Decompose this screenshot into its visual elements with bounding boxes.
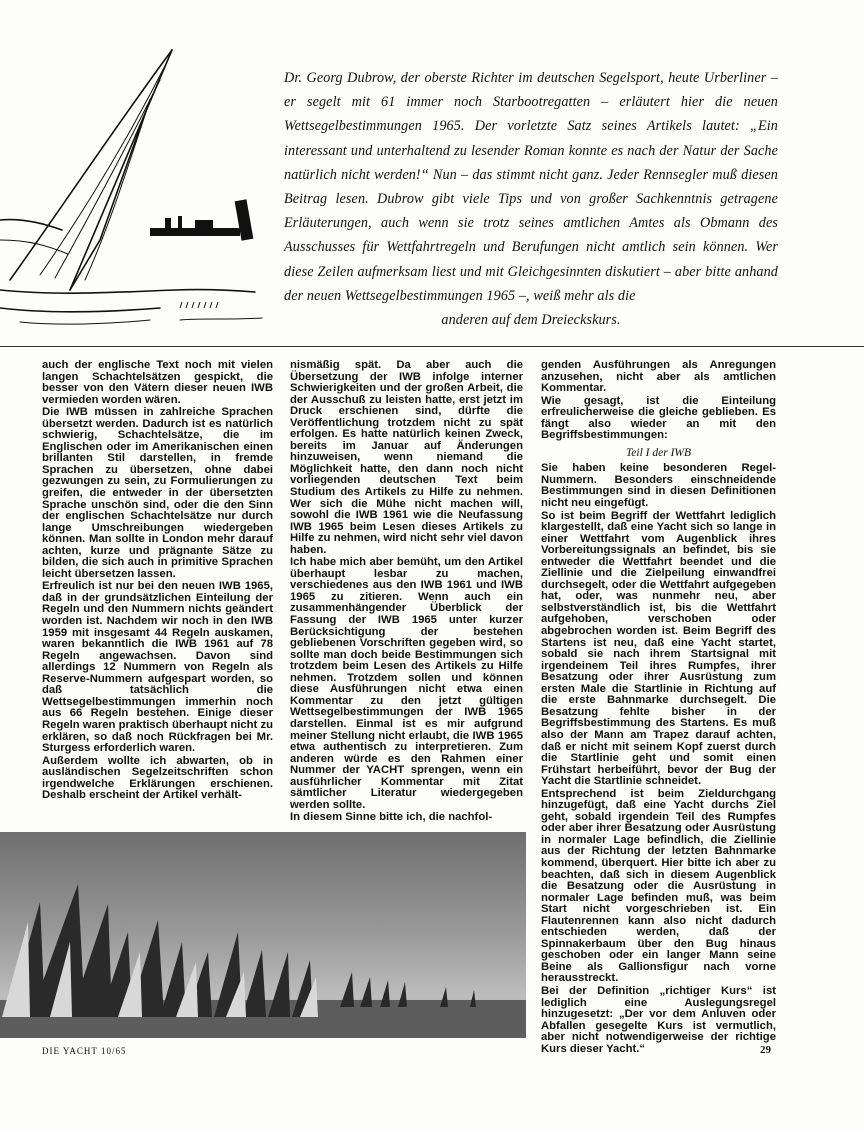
paragraph: Entsprechend ist beim Zieldurchgang hinzugefügt, daß eine Yacht durchs Ziel geht, sobald irgendein Teil des Rumpfes oder aber ihrer Besatzung oder Ausrüstung in normaler Lage befindlich, die Ziellinie aus der Richtung der letzten Bahnmarke kommend, überquert. Hier bitte ich aber zu beachten, daß sich in diesem Augenblick die Besatzung oder die Ausrüstung in normaler Lage befinden muß, was beim Start nicht vorgeschrieben ist. Ein Flautenrennen kann also nicht dadurch entschieden werden, daß der Spinnakerbaum über den Bug hinaus geschoben oder ein langer Mann seine Beine als Gallionsfigur nach vorne herausstreckt.: [541, 787, 776, 985]
paragraph: Die IWB müssen in zahlreiche Sprachen übersetzt werden. Dadurch ist es natürlich schwierig, Schachtelsätze, die im Englischen oder im Amerikanischen einen brillanten Stil darstellen, in fremde Sprachen zu übersetzen, ohne dabei gezwungen zu sein, zu Formulierungen zu greifen, die entweder in der übersetzten Sprache unschön sind, oder die den Sinn der englischen Schachtelsätze nur durch lange Umschreibungen wiedergeben können. Man sollte in London mehr darauf achten, kurze und prägnante Sätze zu bilden, die sich auch in primitive Sprachen leicht übersetzen lassen.: [42, 406, 273, 580]
paragraph: Sie haben keine besonderen Regel-Nummern. Besonders einschneidende Bestimmungen sind in diesen Definitionen nicht neu eingefügt.: [541, 462, 776, 510]
paragraph: Wie gesagt, ist die Einteilung erfreulicherweise die gleiche geblieben. Es fängt also wieder an mit den Begriffsbestimmungen:: [541, 394, 776, 442]
intro-paragraph: [284, 66, 778, 332]
regatta-photo: [0, 832, 526, 1038]
divider-rule: [0, 346, 864, 347]
paragraph: Erfreulich ist nur bei den neuen IWB 1965, daß in der grundsätzlichen Einteilung der Regeln und den Nummern nichts geändert worden ist. Nachdem wir noch in den IWB 1959 mit insgesamt 44 Regeln auskamen, waren bekanntlich die IWB 1961 auf 78 Regeln angewachsen. Davon sind allerdings 12 Nummern von Regeln als Reserve-Nummern aufgespart worden, so daß tatsächlich die Wettsegelbestimmungen immerhin noch aus 66 Regeln bestehen. Einige dieser Regeln waren praktisch überhaupt nicht zu erklären, so daß noch Rückfragen bei Mr. Sturgess erforderlich waren.: [42, 580, 273, 755]
text-column-1: [42, 360, 273, 803]
text-column-2: [290, 360, 523, 825]
paragraph: nismäßig spät. Da aber auch die Übersetzung der IWB infolge interner Schwierigkeiten und der großen Arbeit, die der Ausschuß zu leisten hatte, erst jetzt im Druck erschienen sind, dürfte die Veröffentlichung trotzdem nicht zu spät erfolgen. Es hatte natürlich keinen Zweck, bereits im Januar auf Änderungen hinzuweisen, wenn niemand die Möglichkeit hatte, den dann noch nicht vorliegenden deutschen Text beim Studium des Artikels zu Hilfe zu nehmen. Wer sich die Mühe nicht machen will, sowohl die IWB 1961 wie die Neufassung IWB 1965 beim Lesen dieses Artikels zu Hilfe zu nehmen, wird nicht sehr viel davon haben.: [290, 359, 523, 556]
page-number: 29: [760, 1044, 771, 1056]
text-column-3: [541, 360, 776, 1056]
paragraph: Bei der Definition „richtiger Kurs“ ist lediglich eine Auslegungsregel hinzugesetzt: „Der vor dem Anluven oder Abfallen gesegelte Kurs ist vermutlich, aber nicht notwendigerweise der richtige Kurs dieser Yacht.“: [541, 984, 776, 1055]
paragraph: In diesem Sinne bitte ich, die nachfol-: [290, 811, 493, 824]
paragraph: auch der englische Text noch mit vielen langen Schachtelsätzen gespickt, die besser von den Vätern dieser neuen IWB vermieden worden wären.: [42, 359, 273, 406]
paragraph: Außerdem wollte ich abwarten, ob in ausländischen Segelzeitschriften schon irgendwelche Erklärungen erschienen. Deshalb erscheint der Artikel verhält-: [42, 754, 273, 802]
intro-text: Dr. Georg Dubrow, der oberste Richter im deutschen Segelsport, heute Urberliner – er segelt mit 61 immer noch Starbootregatten – erläutert hier die neuen Wettsegelbestimmungen 1965. Der vorletzte Satz seines Artikels lautet: „Ein interessant und unterhaltend zu lesender Roman konnte es nach der Natur der Sache natürlich nicht werden!“ Nun – das stimmt nicht ganz. Jeder Rennsegler muß diesen Beitrag lesen. Dubrow gibt viele Tips und von großer Sachkenntnis getragene Erläuterungen, auch wenn sie trotz seines amtlichen Amtes als Obmann des Ausschusses für Wettfahrtregeln und Berufungen nicht amtlich sein können. Wer diese Zeilen aufmerksam liest und mit Gleichgesinnten diskutiert – aber bitte anhand der neuen Wettsegelbestimmungen 1965 –, weiß mehr als die: [284, 70, 778, 304]
section-subheading: Teil I der IWB: [625, 446, 692, 459]
paragraph: genden Ausführungen als Anregungen anzusehen, nicht aber als amtlichen Kommentar.: [541, 359, 776, 395]
footer-publication: DIE YACHT 10/65: [42, 1046, 127, 1056]
paragraph: Ich habe mich aber bemüht, um den Artikel überhaupt lesbar zu machen, verschiedenes aus den IWB 1961 und IWB 1965 zu zitieren. Wenn auch ein zusammenhängender Überblick der Fassung der IWB 1965 unter kurzer Berücksichtigung der bestehen gebliebenen Vorschriften gegeben wird, so sollte man doch beide Bestimmungen sich trotzdem beim Lesen des Artikels zu Hilfe nehmen. Trotzdem sollen und können diese Ausführungen nicht etwa einen Kommentar zu den jetzt gültigen Wettsegelbestimmungen der IWB 1965 darstellen. Einmal ist es mir aufgrund meiner Stellung nicht erlaubt, die IWB 1965 etwa authentisch zu interpretieren. Zum anderen würde es den Rahmen einer Nummer der YACHT sprengen, wenn ein ausführlicher Kommentar mit Zitat sämtlicher Literatur wiedergegeben werden sollte.: [290, 556, 523, 811]
intro-last-line: anderen auf dem Dreieckskurs.: [441, 312, 621, 329]
paragraph: So ist beim Begriff der Wettfahrt lediglich klargestellt, daß eine Yacht sich so lange in einer Wettfahrt vom Augenblick ihres Vorbereitungssignals an befindet, bis sie entweder die Wettfahrt beendet und die Ziellinie und die Zielpeilung einwandfrei durchsegelt, oder die Wettfahrt aufgegeben hat, oder, was nunmehr neu, aber selbstverständlich ist, bis die Wettfahrt aufgehoben, verschoben oder abgebrochen worden ist. Beim Begriff des Startens ist neu, daß eine Yacht startet, sobald sie nach ihrem Startsignal mit irgendeinem Teil ihres Rumpfes, ihrer Besatzung oder ihrer Ausrüstung zum ersten Male die Startlinie in Richtung auf die erste Bahnmarke durchsegelt. Die Besatzung fehlte bisher in der Begriffsbestimmung des Startens. Es muß also der Mann am Trapez darauf achten, daß er nicht mit seinem Kopf zuerst durch die Startlinie geht und somit einen Frühstart herbeiführt, bevor der Bug der Yacht die Startlinie schneidet.: [541, 509, 776, 788]
sailboat-sketch-illustration: [0, 40, 270, 330]
